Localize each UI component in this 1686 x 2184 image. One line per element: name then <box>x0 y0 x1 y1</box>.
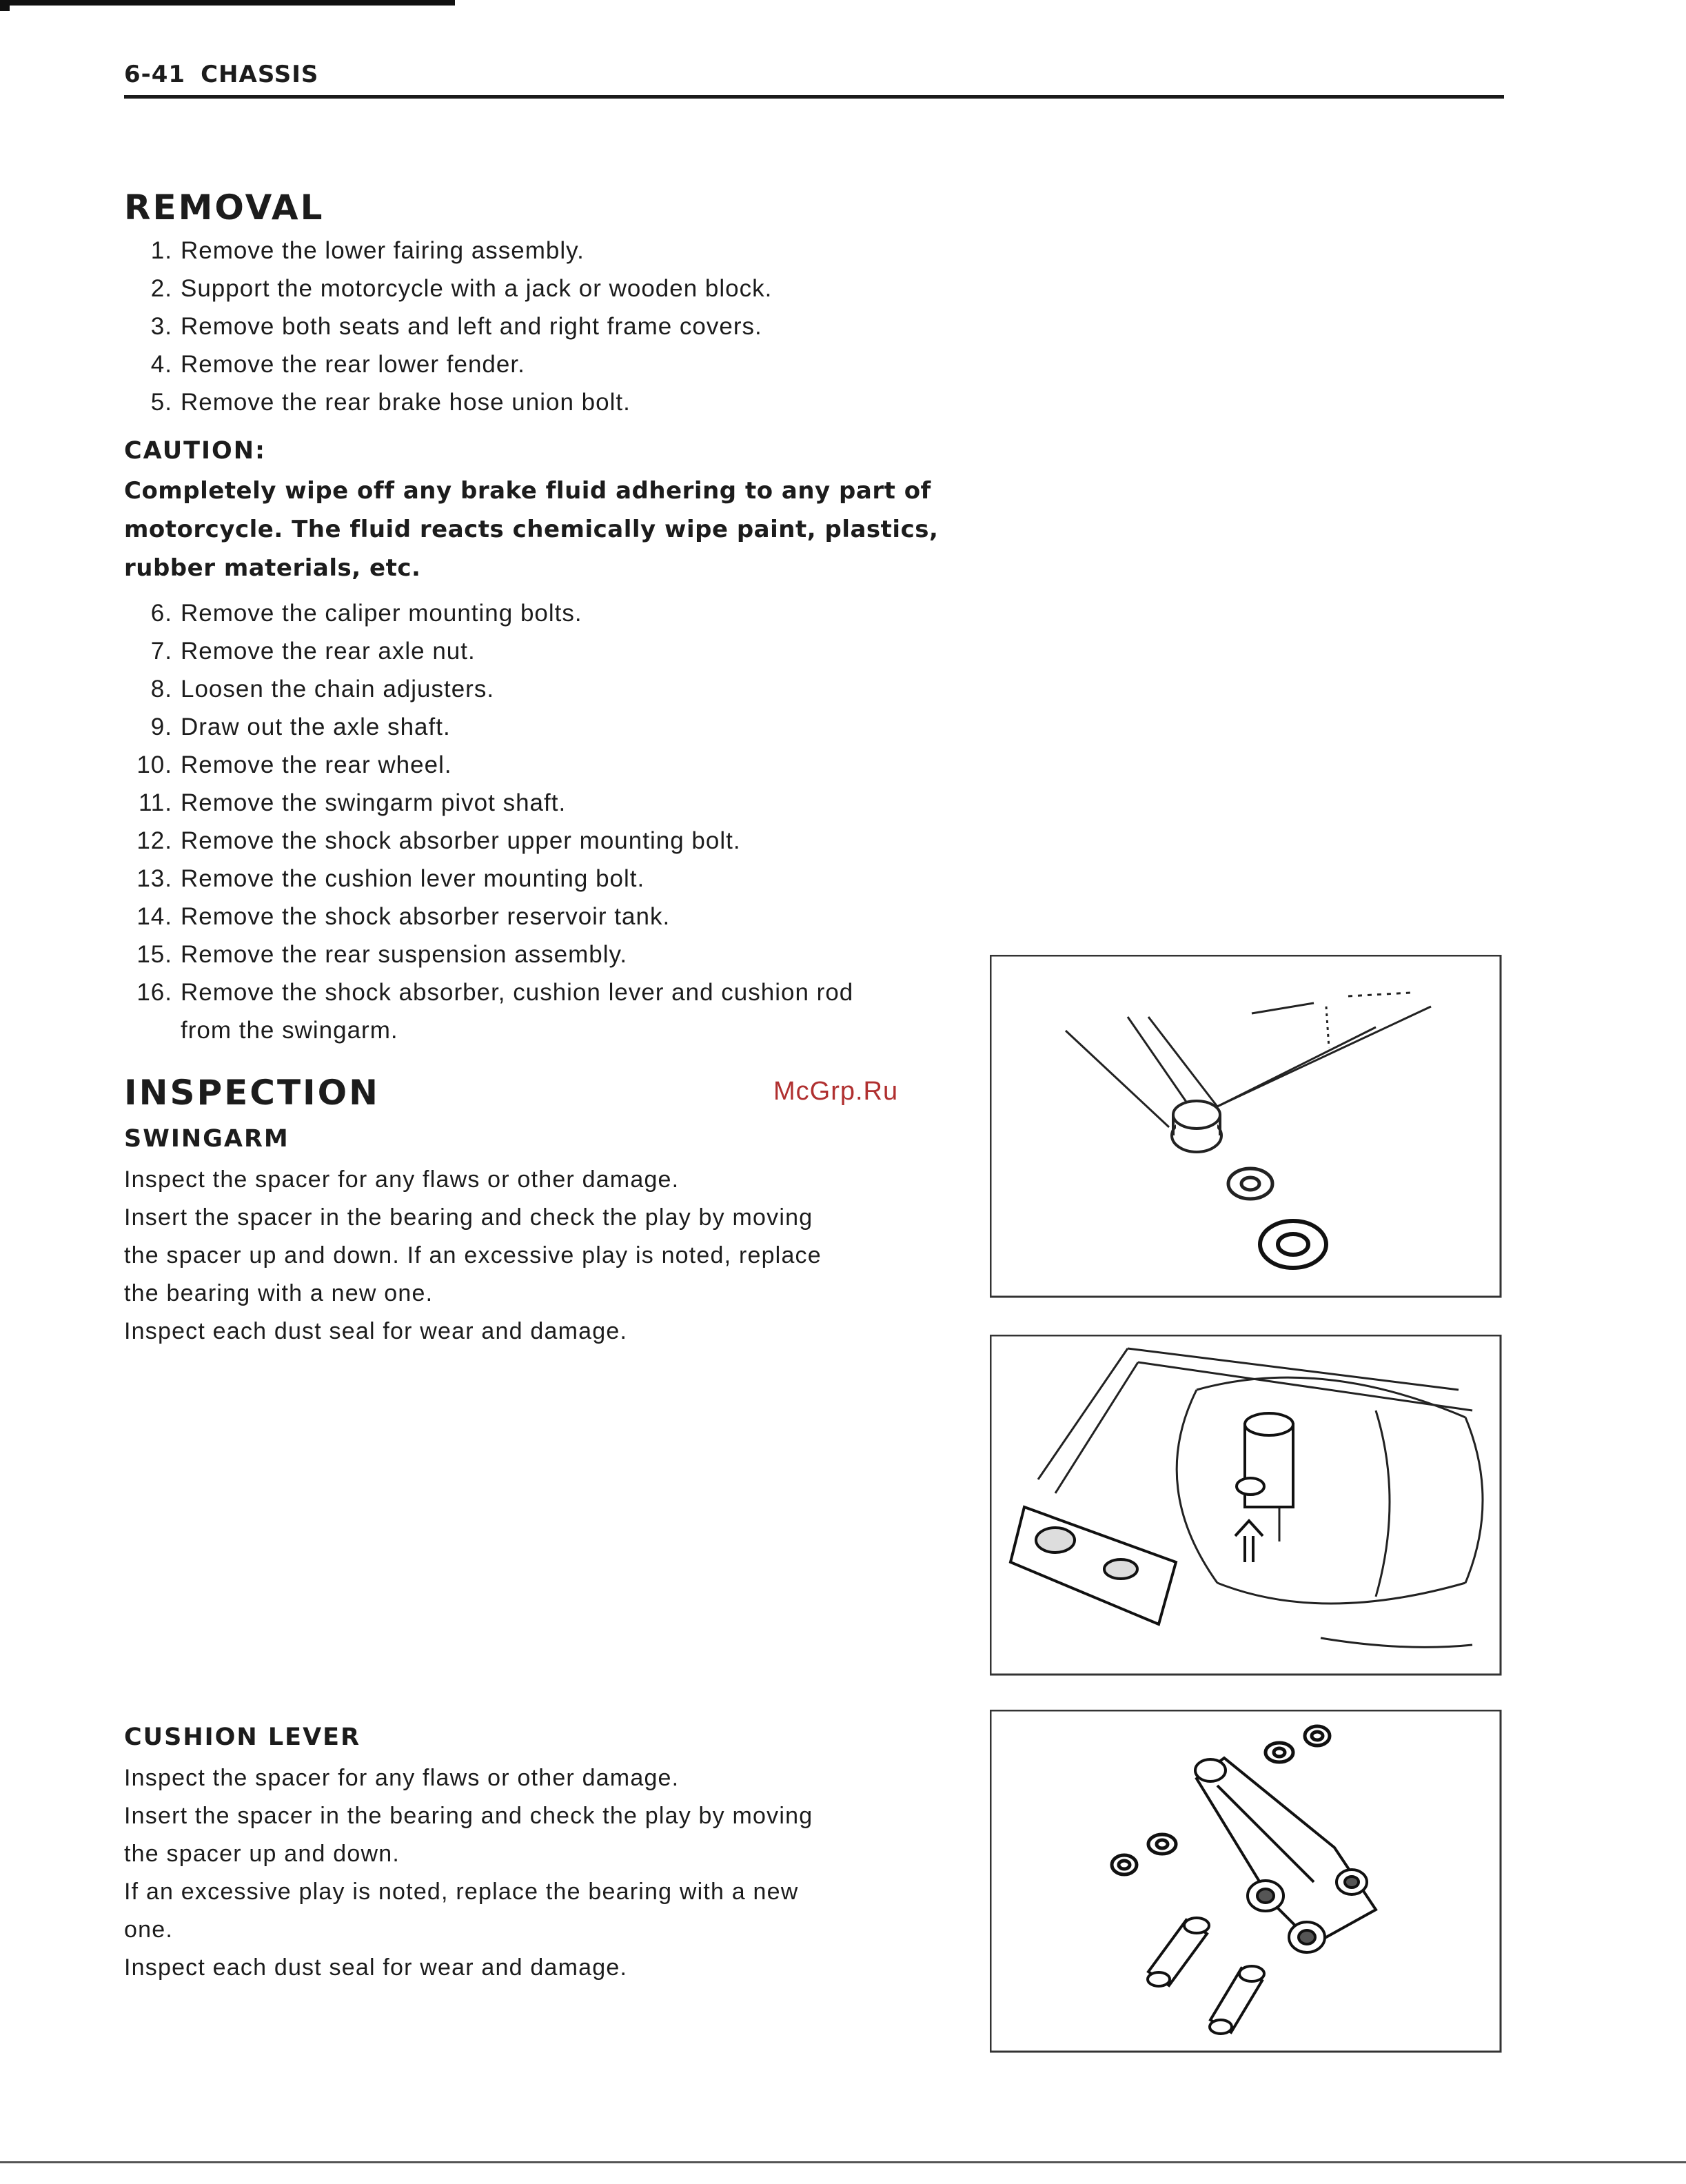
list-item: 15. Remove the rear suspension assembly. <box>136 941 628 968</box>
scan-edge-mark <box>0 6 10 11</box>
list-item: 5. Remove the rear brake hose union bolt. <box>150 389 631 416</box>
list-item: 16. Remove the shock absorber, cushion lever and cushion rod <box>136 979 854 1006</box>
list-item: 9. Draw out the axle shaft. <box>150 714 451 740</box>
page-header <box>124 61 318 88</box>
swingarm-title: SWINGARM <box>124 1125 290 1153</box>
watermark: McGrp.Ru <box>773 1077 899 1106</box>
cushion-lever-text: Inspect the spacer for any flaws or other damage. Insert the spacer in the bearing and check the play by moving the spacer up and down. If an excessive play is noted, replace the bearing with a new one. Inspect each dust seal for wear and damage. <box>124 1765 813 1981</box>
scan-edge-mark <box>0 0 455 6</box>
list-item: 7. Remove the rear axle nut. <box>150 638 476 665</box>
list-item: 10. Remove the rear wheel. <box>136 751 452 778</box>
chapter-title: CHASSIS <box>201 61 319 88</box>
removal-steps-b <box>117 594 853 1049</box>
list-item: 3. Remove both seats and left and right frame covers. <box>150 313 762 340</box>
list-item: 13. Remove the cushion lever mounting bolt. <box>136 865 645 892</box>
list-item: 8. Loosen the chain adjusters. <box>150 676 495 702</box>
cushion-lever-figure <box>990 1710 1507 2058</box>
section-number: 6-41 <box>124 61 186 88</box>
list-item: 12. Remove the shock absorber upper mounting bolt. <box>136 827 741 854</box>
swingarm-bearing-figure <box>990 1335 1507 1679</box>
list-item: 14. Remove the shock absorber reservoir tank. <box>136 903 671 930</box>
list-item: 11. Remove the swingarm pivot shaft. <box>138 789 567 816</box>
swingarm-text: Inspect the spacer for any flaws or other damage. Insert the spacer in the bearing and check the play by moving the spacer up and down. If an excessive play is noted, replace the bearing with a new one. Inspect each dust seal for wear and damage. <box>124 1166 822 1344</box>
list-item: 6. Remove the caliper mounting bolts. <box>150 600 582 627</box>
removal-steps-a <box>117 232 772 421</box>
header-divider <box>124 95 1504 99</box>
list-item-continuation: from the swingarm. <box>181 1017 398 1044</box>
swingarm-pivot-figure <box>990 955 1507 1303</box>
list-item: 1. Remove the lower fairing assembly. <box>150 237 585 264</box>
caution-text: Completely wipe off any brake fluid adhering to any part of motorcycle. The fluid reacts chemically wipe paint, plastics, rubber materials, etc. <box>124 477 939 582</box>
removal-heading: REMOVAL <box>124 188 325 228</box>
cushion-lever-title: CUSHION LEVER <box>124 1723 361 1751</box>
list-item: 2. Support the motorcycle with a jack or wooden block. <box>150 275 773 302</box>
inspection-heading: INSPECTION <box>124 1073 380 1113</box>
footer-divider <box>0 2161 1686 2163</box>
list-item: 4. Remove the rear lower fender. <box>150 351 525 378</box>
caution-title: CAUTION: <box>124 437 267 465</box>
